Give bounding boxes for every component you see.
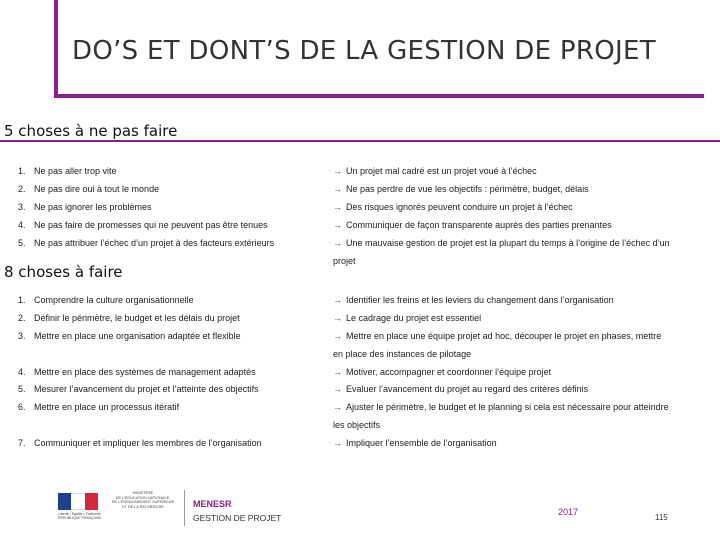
arrow-right-icon: → [333, 295, 342, 305]
item-explanation [333, 384, 588, 394]
item-text: Mesurer l’avancement du projet et l’atteinte des objectifs [34, 384, 259, 394]
item-explanation [333, 313, 481, 323]
item-explanation [333, 402, 669, 412]
explanation-text: Une mauvaise gestion de projet est la plupart du temps à l’origine de l’échec d’un [346, 238, 670, 248]
item-explanation [333, 438, 497, 448]
item-number: 6. [18, 402, 26, 412]
list-item [18, 295, 194, 305]
arrow-right-icon: → [333, 202, 342, 212]
list-item [18, 438, 262, 448]
item-explanation [333, 295, 614, 305]
arrow-right-icon: → [333, 438, 342, 448]
item-number: 5. [18, 384, 26, 394]
arrow-right-icon: → [333, 184, 342, 194]
explanation-text: Ajuster le périmètre, le budget et le planning si cela est nécessaire pour atteindre [346, 402, 669, 412]
explanation-text: Communiquer de façon transparente auprès des parties prenantes [346, 220, 612, 230]
list-item [18, 313, 240, 323]
item-explanation [333, 367, 551, 377]
list-item [18, 220, 268, 230]
list-item [18, 402, 179, 412]
list-item [18, 202, 152, 212]
arrow-right-icon: → [333, 331, 342, 341]
item-number: 2. [18, 313, 26, 323]
logo-text: MINISTÈRE DE L’ÉDUCATION NATIONALE, DE L’ENSEIGNEMENT SUPÉRIEUR ET DE LA RECHERCHE [111, 491, 175, 509]
french-flag-icon [58, 493, 98, 510]
item-explanation [333, 238, 670, 248]
page-number: 115 [655, 513, 668, 522]
arrow-right-icon: → [333, 166, 342, 176]
arrow-right-icon: → [333, 220, 342, 230]
item-number: 3. [18, 202, 26, 212]
item-text: Ne pas ignorer les problèmes [34, 202, 152, 212]
explanation-continuation: projet [333, 256, 356, 266]
list-item [18, 166, 117, 176]
item-text: Mettre en place un processus itératif [34, 402, 180, 412]
section-heading-dont: 5 choses à ne pas faire [4, 122, 178, 140]
item-text: Communiquer et impliquer les membres de l’organisation [34, 438, 262, 448]
explanation-text: Impliquer l’ensemble de l’organisation [346, 438, 497, 448]
section-divider [0, 140, 720, 142]
explanation-text: Motiver, accompagner et coordonner l’équipe projet [346, 367, 552, 377]
item-explanation [333, 166, 537, 176]
explanation-text: Mettre en place une équipe projet ad hoc, découper le projet en phases, mettre [346, 331, 662, 341]
item-text: Ne pas aller trop vite [34, 166, 117, 176]
list-item [18, 238, 274, 248]
list-item [18, 184, 159, 194]
explanation-text: Le cadrage du projet est essentiel [346, 313, 482, 323]
item-text: Ne pas dire oui à tout le monde [34, 184, 160, 194]
section-heading-do: 8 choses à faire [4, 263, 123, 281]
footer-org: MENESR [193, 499, 232, 509]
list-item [18, 384, 259, 394]
ministry-logo [54, 490, 185, 526]
explanation-text: Evaluer l’avancement du projet au regard des critères définis [346, 384, 589, 394]
item-text: Ne pas faire de promesses qui ne peuvent pas être tenues [34, 220, 268, 230]
arrow-right-icon: → [333, 313, 342, 323]
item-number: 5. [18, 238, 26, 248]
footer-subtitle: GESTION DE PROJET [193, 513, 282, 523]
item-number: 1. [18, 166, 26, 176]
explanation-text: Un projet mal cadré est un projet voué à l’échec [346, 166, 537, 176]
item-explanation [333, 202, 573, 212]
explanation-text: Ne pas perdre de vue les objectifs : périmètre, budget, délais [346, 184, 589, 194]
page-title: DO’S ET DONT’S DE LA GESTION DE PROJET [72, 36, 656, 66]
arrow-right-icon: → [333, 402, 342, 412]
item-text: Comprendre la culture organisationnelle [34, 295, 194, 305]
item-text: Mettre en place des systèmes de management adaptés [34, 367, 256, 377]
item-text: Mettre en place une organisation adaptée et flexible [34, 331, 241, 341]
footer-year: 2017 [558, 507, 579, 517]
item-number: 3. [18, 331, 26, 341]
explanation-continuation: en place des instances de pilotage [333, 349, 472, 359]
arrow-right-icon: → [333, 238, 342, 248]
explanation-continuation: les objectifs [333, 420, 381, 430]
item-explanation [333, 331, 661, 341]
list-item [18, 367, 256, 377]
item-number: 4. [18, 367, 26, 377]
item-explanation [333, 184, 589, 194]
item-number: 2. [18, 184, 26, 194]
item-text: Définir le périmètre, le budget et les délais du projet [34, 313, 240, 323]
list-item [18, 331, 241, 341]
logo-caption: Liberté • Égalité • Fraternité RÉPUBLIQUE FRANÇAISE [58, 512, 102, 520]
arrow-right-icon: → [333, 384, 342, 394]
item-number: 1. [18, 295, 26, 305]
item-number: 7. [18, 438, 26, 448]
arrow-right-icon: → [333, 367, 342, 377]
item-number: 4. [18, 220, 26, 230]
explanation-text: Identifier les freins et les leviers du changement dans l’organisation [346, 295, 614, 305]
explanation-text: Des risques ignorés peuvent conduire un projet à l’échec [346, 202, 573, 212]
item-text: Ne pas attribuer l’échec d’un projet à des facteurs extérieurs [34, 238, 275, 248]
item-explanation [333, 220, 612, 230]
